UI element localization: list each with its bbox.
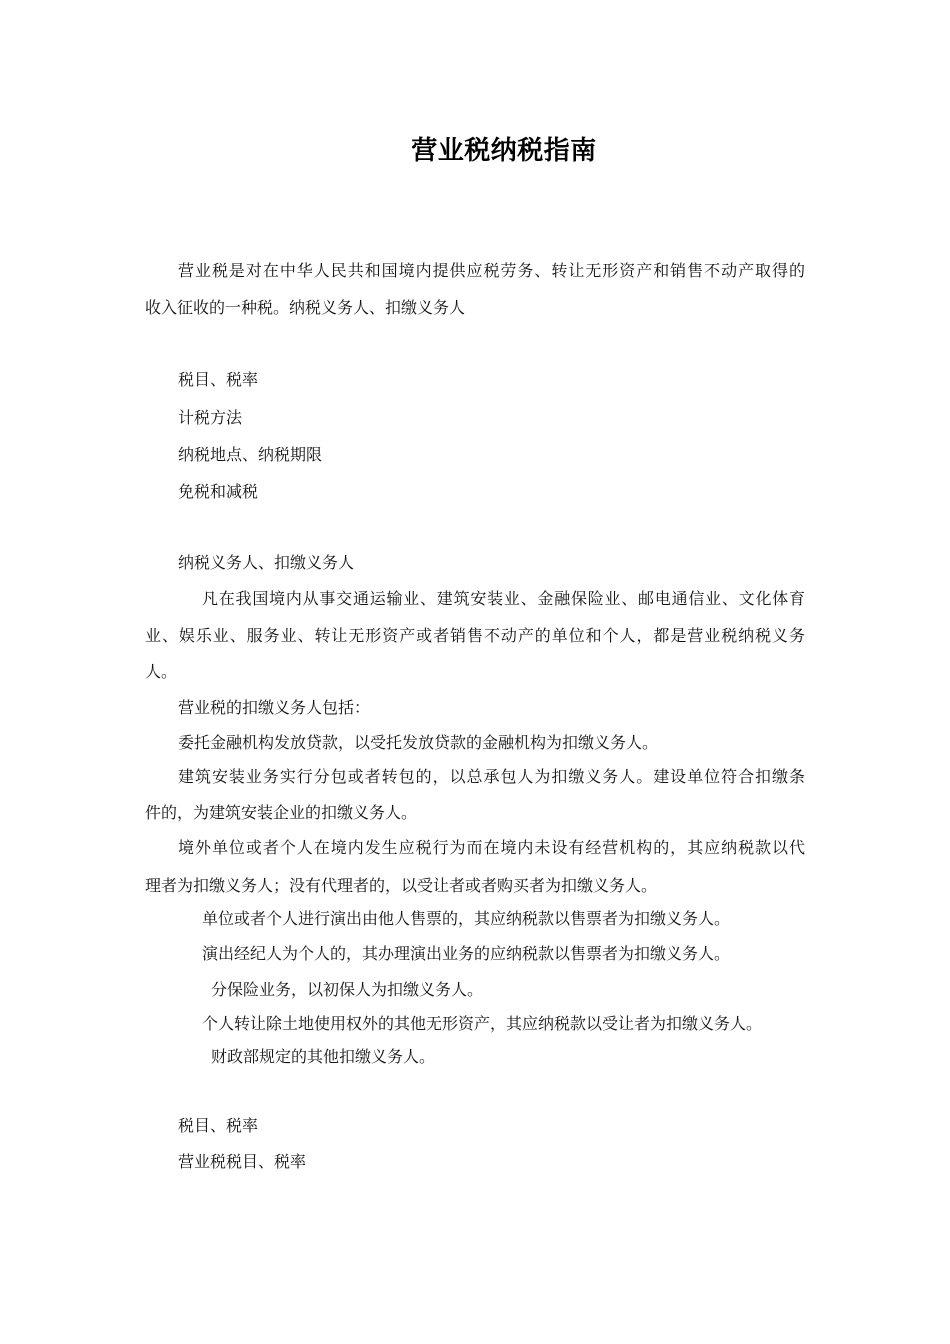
intro-line-1: 营业税是对在中华人民共和国境内提供应税劳务、转让无形资产和销售不动产取得的 [178, 261, 805, 280]
toc-item-calculation-method: 计税方法 [178, 408, 243, 427]
toc-item-tax-items-rates: 税目、税率 [178, 370, 259, 389]
withholding-item-2-line-2: 件的，为建筑安装企业的扣缴义务人。 [145, 803, 418, 822]
document-title: 营业税纳税指南 [411, 136, 597, 166]
section-heading-tax-items: 税目、税率 [178, 1116, 259, 1135]
withholding-item-2-line-1: 建筑安装业务实行分包或者转包的，以总承包人为扣缴义务人。建设单位符合扣缴条 [178, 767, 805, 786]
withholding-item-3-line-2: 理者为扣缴义务人；没有代理者的，以受让者或者购买者为扣缴义务人。 [145, 876, 658, 895]
withholding-item-7: 个人转让除土地使用权外的其他无形资产，其应纳税款以受让者为扣缴义务人。 [202, 1014, 763, 1033]
withholding-item-6: 分保险业务，以初保人为扣缴义务人。 [211, 980, 484, 999]
withholding-item-4: 单位或者个人进行演出由他人售票的，其应纳税款以售票者为扣缴义务人。 [202, 909, 731, 928]
taxpayers-para-line-2: 业、娱乐业、服务业、转让无形资产或者销售不动产的单位和个人，都是营业税纳税义务 [145, 626, 805, 645]
toc-item-place-period: 纳税地点、纳税期限 [178, 445, 323, 464]
section-subheading-tax-items: 营业税税目、税率 [178, 1152, 307, 1171]
withholding-item-1: 委托金融机构发放贷款，以受托发放贷款的金融机构为扣缴义务人。 [178, 733, 659, 752]
taxpayers-para-line-3: 人。 [145, 662, 178, 681]
withholding-intro: 营业税的扣缴义务人包括： [178, 698, 371, 717]
withholding-item-5: 演出经纪人为个人的，其办理演出业务的应纳税款以售票者为扣缴义务人。 [202, 944, 731, 963]
intro-line-2: 收入征收的一种税。纳税义务人、扣缴义务人 [145, 298, 466, 317]
section-heading-taxpayers: 纳税义务人、扣缴义务人 [178, 553, 355, 572]
withholding-item-8: 财政部规定的其他扣缴义务人。 [211, 1047, 436, 1066]
taxpayers-para-line-1: 凡在我国境内从事交通运输业、建筑安装业、金融保险业、邮电通信业、文化体育 [202, 589, 805, 608]
toc-item-exemptions: 免税和减税 [178, 482, 259, 501]
withholding-item-3-line-1: 境外单位或者个人在境内发生应税行为而在境内未设有经营机构的，其应纳税款以代 [178, 838, 805, 857]
